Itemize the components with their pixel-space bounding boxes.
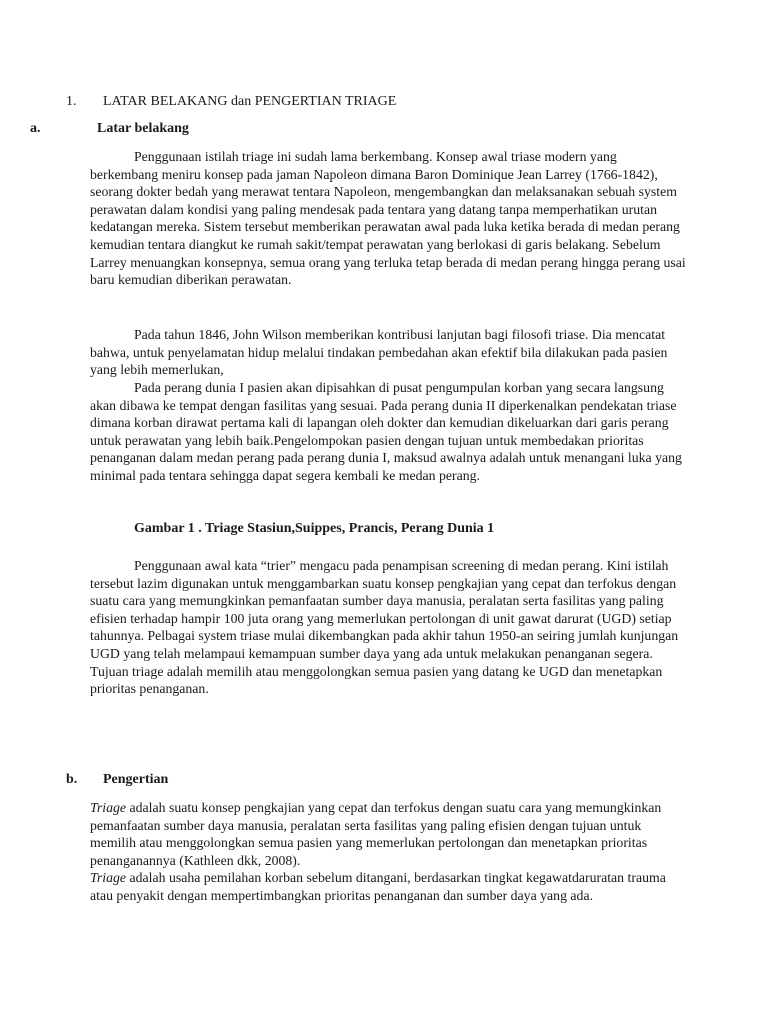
paragraph-background-4: Penggunaan awal kata “trier” mengacu pada penampisan screening di medan perang. Kini istilah tersebut lazim digunakan untuk menggambarkan suatu konsep pengkajian yang cepat dan terfokus dengan suatu cara yang memungkinkan pemanfaatan sumber daya manusia, peralatan serta fasilitas yang paling efisien terhadap hampir 100 juta orang yang memerlukan pertolongan di unit gawat darurat (UGD) setiap tahunnya. Pelbagai system triase mulai dikembangkan pada akhir tahun 1950-an seiring jumlah kunjungan UGD yang telah melampaui kemampuan sumber daya yang ada untuk melakukan penanganan segera. Tujuan triage adalah memilih atau menggolongkan semua pasien yang datang ke UGD dan menetapkan prioritas penanganan.: [90, 558, 679, 697]
figure-caption: Gambar 1 . Triage Stasiun,Suippes, Prancis, Perang Dunia 1: [134, 521, 495, 536]
definition-2-text: adalah usaha pemilahan korban sebelum ditangani, berdasarkan tingkat kegawatdaruratan trauma atau penyakit dengan mempertimbangkan prioritas penanganan dan sumber daya yang ada.: [90, 870, 666, 903]
definition-1-term: Triage: [90, 800, 127, 815]
paragraph-background-1: Penggunaan istilah triage ini sudah lama berkembang. Konsep awal triase modern yang berkembang meniru konsep pada jaman Napoleon dimana Baron Dominique Jean Larrey (1766-1842), seorang dokter bedah yang merawat tentara Napoleon, mengembangkan dan melaksanakan sebuah system perawatan dalam kondisi yang paling mendesak pada tentara yang datang tanpa memperhatikan urutan kedatangan mereka. Sistem tersebut memberikan perawatan awal pada luka ketika berada di medan perang kemudian tentara diangkut ke rumah sakit/tempat perawatan yang berlokasi di garis belakang. Sebelum Larrey menuangkan konsepnya, semua orang yang terluka tetap berada di medan perang hingga perang usai baru kemudian diberikan perawatan.: [90, 149, 686, 288]
definition-2: [90, 869, 686, 904]
section-heading: [66, 94, 396, 110]
paragraph-background-3: Pada perang dunia I pasien akan dipisahkan di pusat pengumpulan korban yang secara langsung akan dibawa ke tempat dengan fasilitas yang sesuai. Pada perang dunia II diperkenalkan pendekatan triase dimana korban dirawat pertama kali di lapangan oleh dokter dan kemudian dikeluarkan dari garis perang untuk perawatan yang lebih baik.Pengelompokan pasien dengan tujuan untuk membedakan prioritas penanganan dalam medan perang pada perang dunia I, maksud awalnya adalah untuk menangani luka yang minimal pada tentara sehingga dapat segera kembali ke medan perang.: [90, 380, 682, 483]
definition-1: [90, 799, 686, 869]
definitions-block: [90, 799, 686, 905]
subsection-a-marker: a.: [30, 121, 41, 136]
section-number: 1.: [66, 94, 77, 109]
definition-1-text: adalah suatu konsep pengkajian yang cepat dan terfokus dengan suatu cara yang memungkinkan pemanfaatan sumber daya manusia, peralatan serta fasilitas yang paling efisien dengan tujuan untuk memilih atau menggolongkan semua pasien yang memerlukan pertolongan dan menetapkan prioritas penanganannya (Kathleen dkk, 2008).: [90, 800, 662, 868]
definition-2-term: Triage: [90, 870, 127, 886]
paragraph-background-2: Pada tahun 1846, John Wilson memberikan kontribusi lanjutan bagi filosofi triase. Dia mencatat bahwa, untuk penyelamatan hidup melalui tindakan pembedahan akan efektif bila dilakukan pada pasien yang lebih memerlukan,: [90, 327, 668, 378]
subsection-b-marker: b.: [66, 772, 78, 787]
section-title: LATAR BELAKANG dan PENGERTIAN TRIAGE: [103, 94, 397, 109]
subsection-a-title: Latar belakang: [97, 121, 189, 136]
subsection-b-title: Pengertian: [103, 772, 169, 787]
